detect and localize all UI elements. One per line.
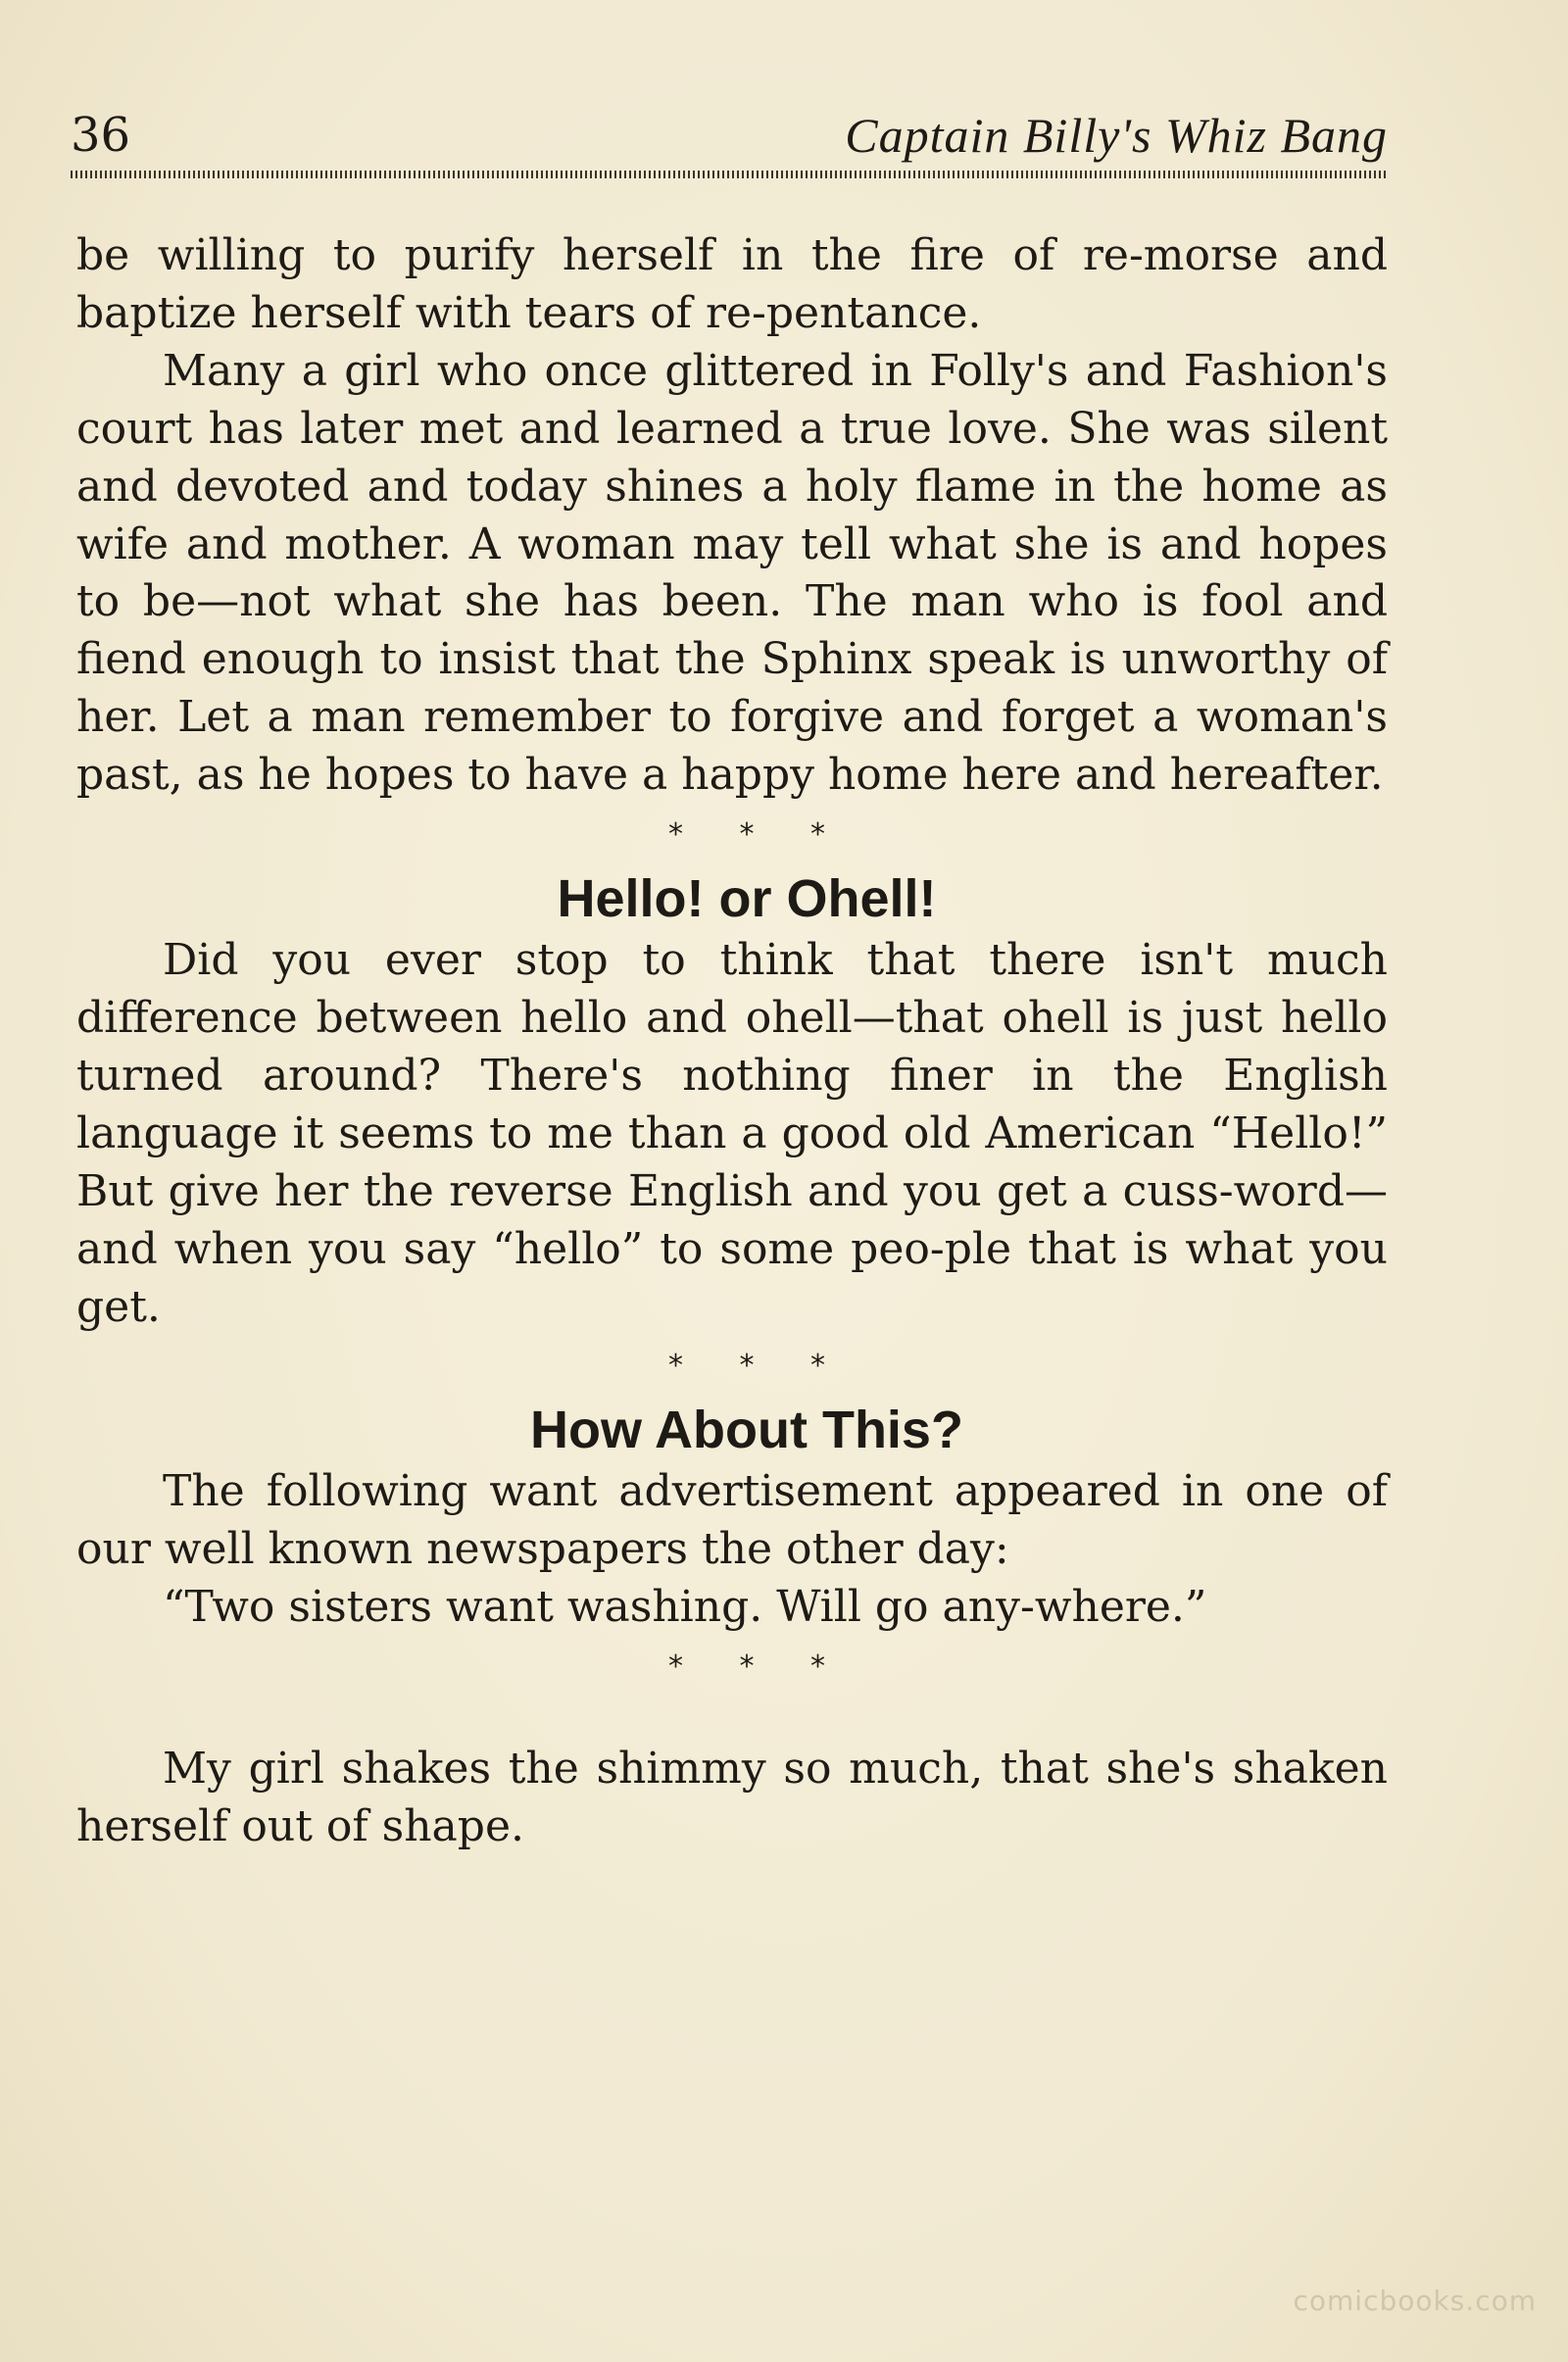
heading-how-about-this: How About This?	[530, 1401, 963, 1460]
paragraph-hello: Did you ever stop to think that there isn't much difference between hello and ohell—that ohell is just hello turned around? There's nothing finer in the English language it seems to me than a good old American “Hello!” But give her the reverse English and you get a cuss-word—and when you say “hello” to some peo-ple that is what you get.	[76, 935, 1388, 1332]
running-title: Captain Billy's Whiz Bang	[845, 108, 1388, 163]
paragraph-advertisement: The following want advertisement appeared in one of our well known newspapers the other day:	[76, 1466, 1388, 1575]
heading-hello-ohell: Hello! or Ohell!	[557, 869, 937, 929]
page-header	[71, 106, 1388, 165]
paragraph-shimmy: My girl shakes the shimmy so much, that she's shaken herself out of shape.	[76, 1744, 1388, 1852]
spacer	[76, 1698, 1388, 1741]
header-rule	[71, 171, 1388, 178]
paragraph-folly: Many a girl who once glittered in Folly's and Fashion's court has later met and learned a true love. She was silent and devoted and today shines a holy flame in the home as wife and mother. A woman may tell what she is and hopes to be—not what she has been. The man who is fool and fiend enough to insist that the Sphinx speak is unworthy of her. Let a man remember to forgive and forget a woman's past, as he hopes to have a happy home here and hereafter.	[76, 345, 1388, 801]
paragraph-continuation: be willing to purify herself in the fire of re-morse and baptize herself with tears of re-pentance.	[76, 230, 1388, 338]
section-separator: * * *	[667, 1349, 826, 1384]
paragraph-quote: “Two sisters want washing. Will go any-where.”	[163, 1582, 1207, 1633]
watermark: comicbooks.com	[1293, 2285, 1537, 2317]
page-number: 36	[71, 108, 131, 163]
section-separator: * * *	[667, 817, 826, 853]
article-body	[76, 227, 1388, 1856]
section-separator: * * *	[667, 1649, 826, 1685]
